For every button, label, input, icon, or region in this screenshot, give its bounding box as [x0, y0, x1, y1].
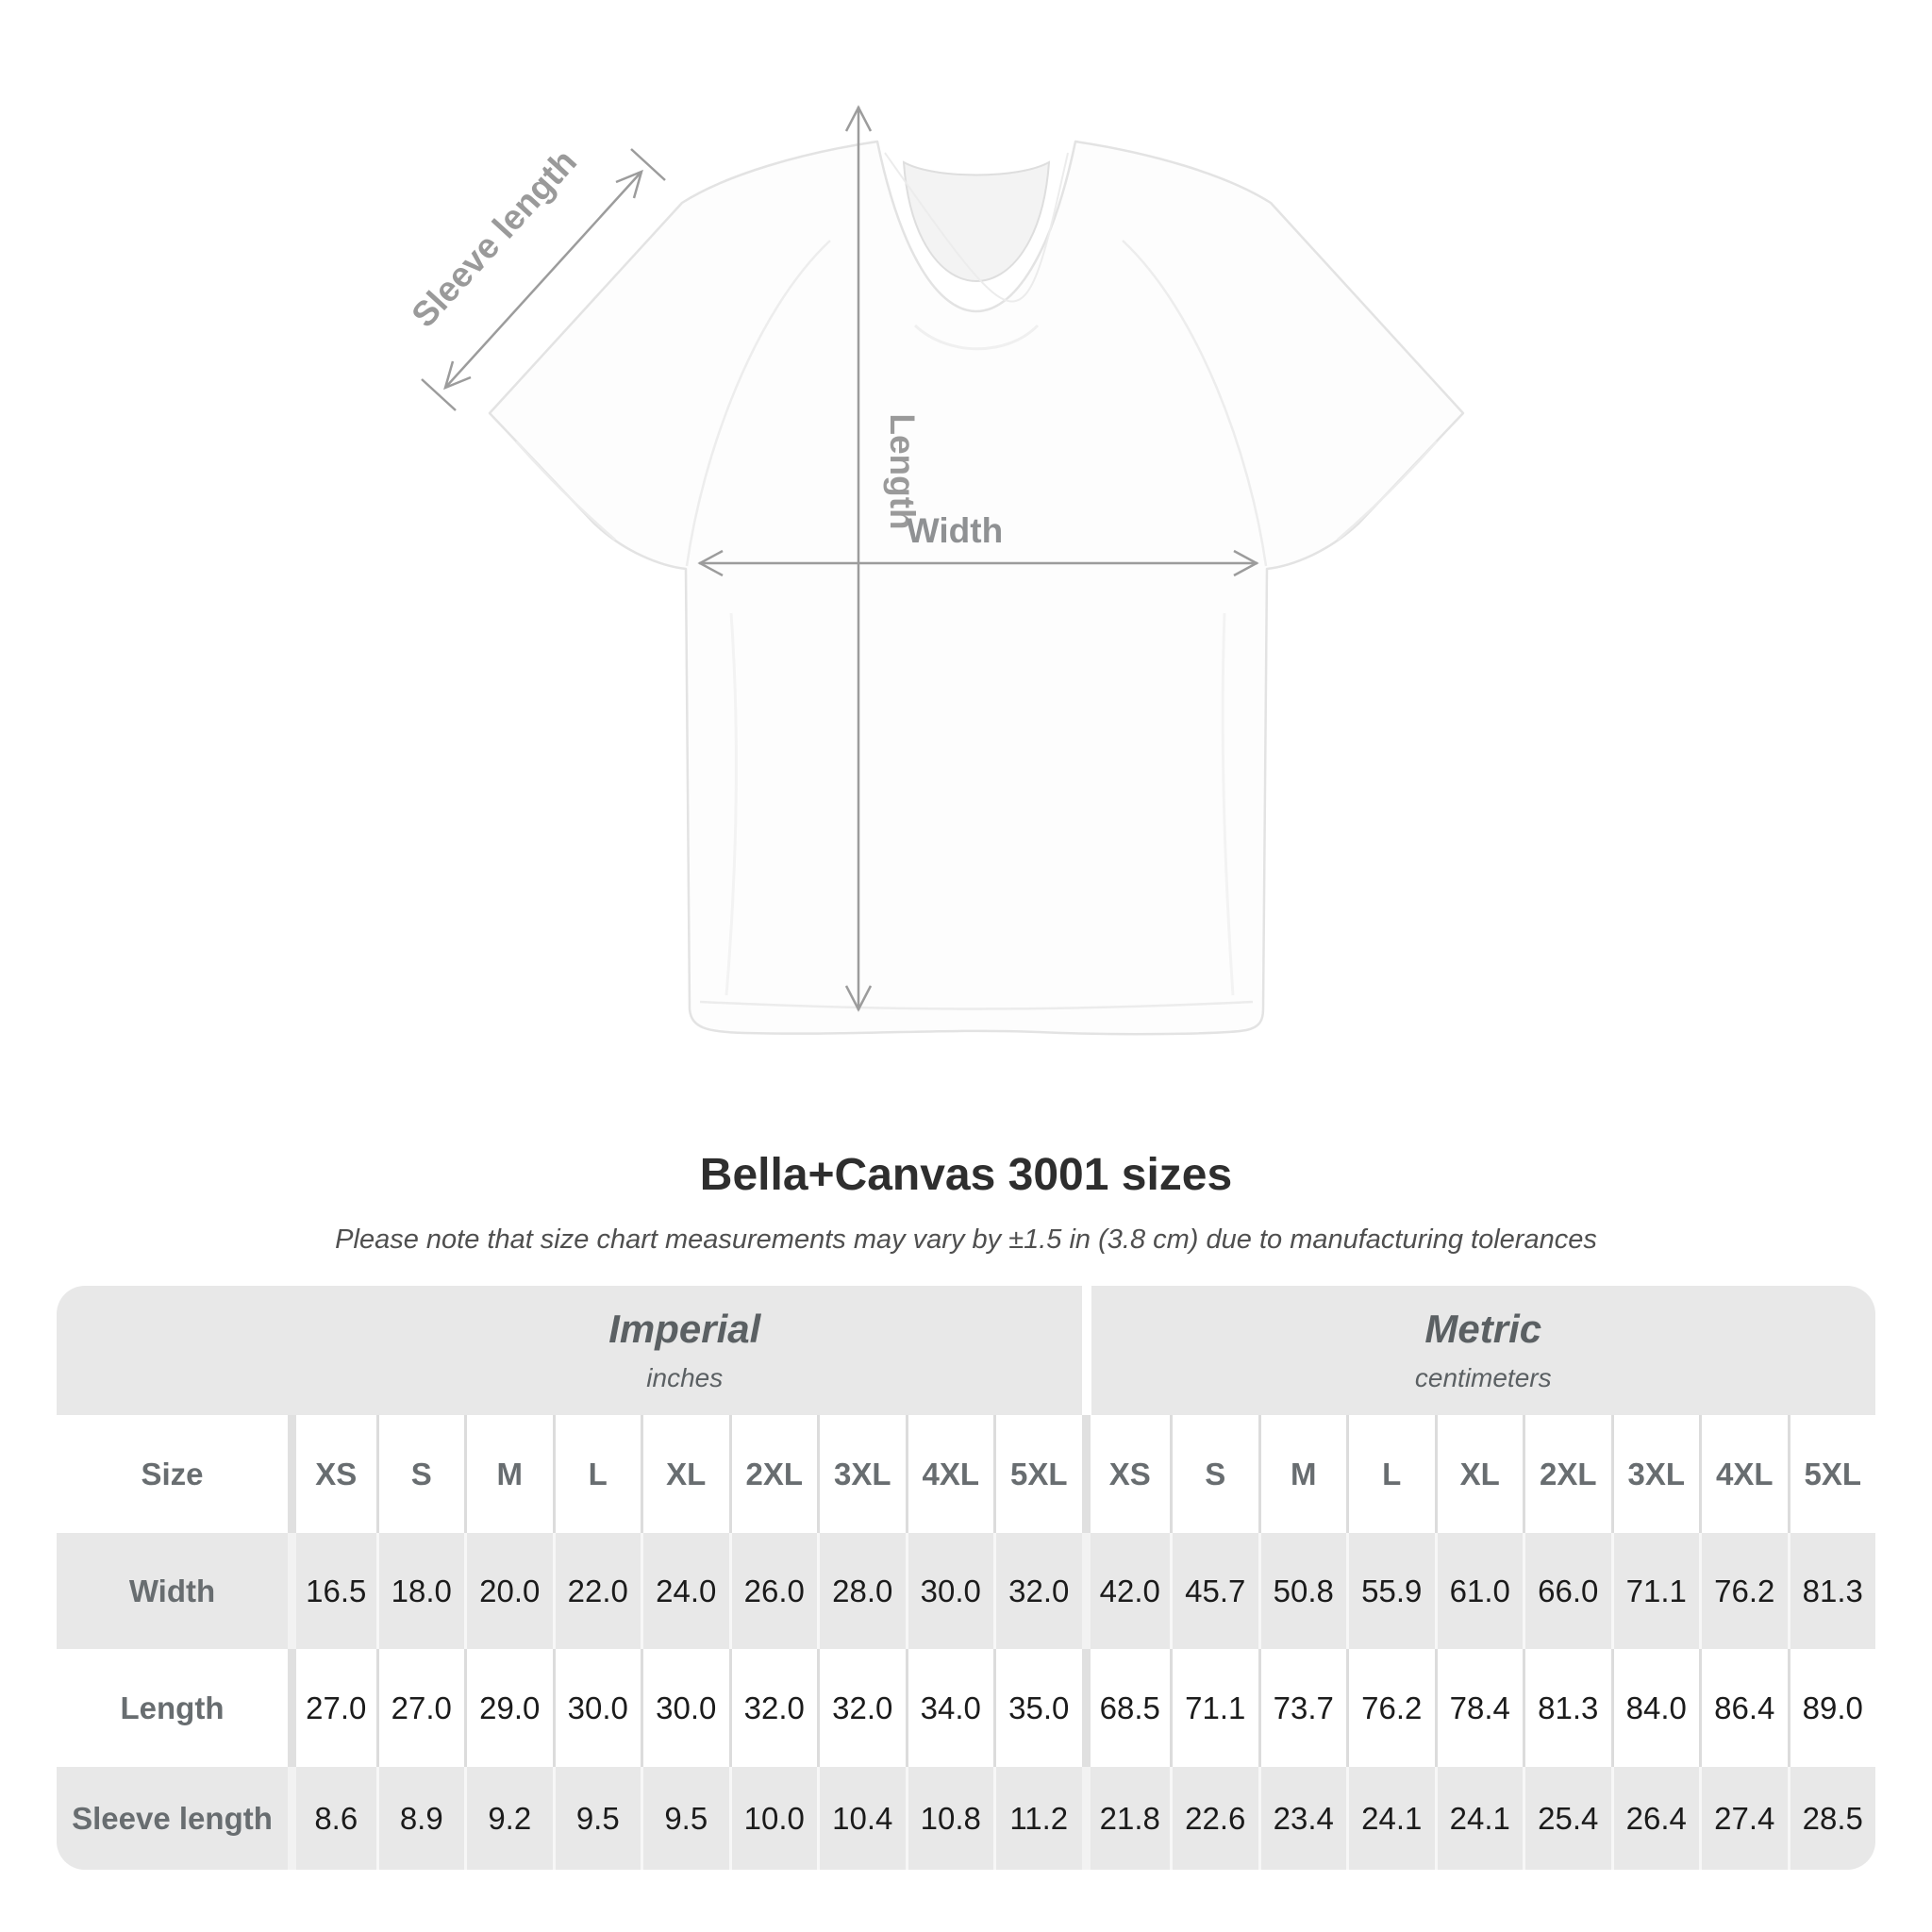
cell-sleeve-length-metric-xs: 21.8 [1082, 1767, 1171, 1870]
size-col-metric-5xl: 5XL [1788, 1415, 1876, 1533]
cell-sleeve-length-imperial-s: 8.9 [376, 1767, 465, 1870]
width-label: Width [906, 511, 1004, 550]
cell-width-metric-2xl: 66.0 [1523, 1533, 1611, 1649]
size-col-metric-4xl: 4XL [1699, 1415, 1788, 1533]
size-col-metric-xs: XS [1082, 1415, 1171, 1533]
size-col-imperial-xl: XL [641, 1415, 729, 1533]
metric-band [1082, 1286, 1876, 1415]
cell-width-metric-l: 55.9 [1346, 1533, 1435, 1649]
cell-sleeve-length-imperial-4xl: 10.8 [906, 1767, 994, 1870]
cell-length-metric-3xl: 84.0 [1611, 1649, 1700, 1767]
size-col-metric-m: M [1258, 1415, 1347, 1533]
cell-sleeve-length-metric-3xl: 26.4 [1611, 1767, 1700, 1870]
cell-sleeve-length-metric-s: 22.6 [1170, 1767, 1258, 1870]
imperial-band [288, 1286, 1082, 1415]
cell-width-imperial-xs: 16.5 [288, 1533, 376, 1649]
size-header-row [57, 1415, 1875, 1533]
cell-width-metric-4xl: 76.2 [1699, 1533, 1788, 1649]
row-label: Length [57, 1649, 288, 1767]
table-body [57, 1286, 1875, 1870]
cell-sleeve-length-metric-5xl: 28.5 [1788, 1767, 1876, 1870]
size-col-imperial-3xl: 3XL [817, 1415, 906, 1533]
cell-width-imperial-xl: 24.0 [641, 1533, 729, 1649]
cell-length-imperial-5xl: 35.0 [993, 1649, 1082, 1767]
cell-length-imperial-s: 27.0 [376, 1649, 465, 1767]
cell-sleeve-length-metric-4xl: 27.4 [1699, 1767, 1788, 1870]
size-col-metric-l: L [1346, 1415, 1435, 1533]
cell-width-imperial-l: 22.0 [553, 1533, 641, 1649]
cell-sleeve-length-metric-m: 23.4 [1258, 1767, 1347, 1870]
table-row-length [57, 1649, 1875, 1767]
band-corner [57, 1286, 288, 1415]
cell-width-imperial-4xl: 30.0 [906, 1533, 994, 1649]
size-col-metric-xl: XL [1435, 1415, 1524, 1533]
cell-length-imperial-m: 29.0 [464, 1649, 553, 1767]
size-col-imperial-5xl: 5XL [993, 1415, 1082, 1533]
cell-length-imperial-xl: 30.0 [641, 1649, 729, 1767]
cell-length-metric-5xl: 89.0 [1788, 1649, 1876, 1767]
size-col-imperial-l: L [553, 1415, 641, 1533]
cell-sleeve-length-imperial-xl: 9.5 [641, 1767, 729, 1870]
cell-length-metric-2xl: 81.3 [1523, 1649, 1611, 1767]
size-col-imperial-2xl: 2XL [729, 1415, 818, 1533]
cell-length-metric-m: 73.7 [1258, 1649, 1347, 1767]
cell-width-imperial-s: 18.0 [376, 1533, 465, 1649]
cell-width-imperial-5xl: 32.0 [993, 1533, 1082, 1649]
cell-sleeve-length-metric-2xl: 25.4 [1523, 1767, 1611, 1870]
size-col-imperial-s: S [376, 1415, 465, 1533]
tolerance-note: Please note that size chart measurements may vary by ±1.5 in (3.8 cm) due to manufacturing tolerances [335, 1224, 1597, 1255]
cell-width-imperial-2xl: 26.0 [729, 1533, 818, 1649]
tshirt-graphic [490, 142, 1463, 1034]
metric-label: Metric [1424, 1307, 1542, 1352]
cell-width-imperial-m: 20.0 [464, 1533, 553, 1649]
cell-length-metric-s: 71.1 [1170, 1649, 1258, 1767]
cell-sleeve-length-imperial-5xl: 11.2 [993, 1767, 1082, 1870]
table-row-width [57, 1533, 1875, 1649]
cell-width-metric-xl: 61.0 [1435, 1533, 1524, 1649]
cell-width-metric-m: 50.8 [1258, 1533, 1347, 1649]
size-column-header: Size [57, 1415, 288, 1533]
cell-width-metric-5xl: 81.3 [1788, 1533, 1876, 1649]
size-col-metric-s: S [1170, 1415, 1258, 1533]
cell-sleeve-length-imperial-3xl: 10.4 [817, 1767, 906, 1870]
size-col-imperial-xs: XS [288, 1415, 376, 1533]
row-label: Width [57, 1533, 288, 1649]
cell-length-imperial-3xl: 32.0 [817, 1649, 906, 1767]
cell-width-metric-3xl: 71.1 [1611, 1533, 1700, 1649]
size-col-imperial-m: M [464, 1415, 553, 1533]
cell-length-metric-xs: 68.5 [1082, 1649, 1171, 1767]
cell-width-imperial-3xl: 28.0 [817, 1533, 906, 1649]
unit-band-row [57, 1286, 1875, 1415]
imperial-label: Imperial [608, 1307, 761, 1352]
cell-length-imperial-4xl: 34.0 [906, 1649, 994, 1767]
cell-sleeve-length-imperial-l: 9.5 [553, 1767, 641, 1870]
table-row-sleeve-length [57, 1767, 1875, 1870]
page-title: Bella+Canvas 3001 sizes [699, 1150, 1233, 1200]
sleeve-length-label: Sleeve length [404, 142, 585, 335]
cell-width-metric-xs: 42.0 [1082, 1533, 1171, 1649]
cell-sleeve-length-imperial-m: 9.2 [464, 1767, 553, 1870]
length-label: Length [883, 413, 922, 530]
cell-length-imperial-xs: 27.0 [288, 1649, 376, 1767]
metric-sublabel: centimeters [1414, 1362, 1552, 1392]
imperial-sublabel: inches [646, 1362, 724, 1392]
cell-sleeve-length-imperial-2xl: 10.0 [729, 1767, 818, 1870]
cell-sleeve-length-metric-l: 24.1 [1346, 1767, 1435, 1870]
cell-length-imperial-2xl: 32.0 [729, 1649, 818, 1767]
cell-width-metric-s: 45.7 [1170, 1533, 1258, 1649]
size-col-imperial-4xl: 4XL [906, 1415, 994, 1533]
cell-length-metric-xl: 78.4 [1435, 1649, 1524, 1767]
cell-sleeve-length-imperial-xs: 8.6 [288, 1767, 376, 1870]
size-table [57, 1286, 1875, 1870]
size-col-metric-2xl: 2XL [1523, 1415, 1611, 1533]
cell-length-metric-4xl: 86.4 [1699, 1649, 1788, 1767]
row-label: Sleeve length [57, 1767, 288, 1870]
cell-length-imperial-l: 30.0 [553, 1649, 641, 1767]
cell-length-metric-l: 76.2 [1346, 1649, 1435, 1767]
cell-sleeve-length-metric-xl: 24.1 [1435, 1767, 1524, 1870]
size-col-metric-3xl: 3XL [1611, 1415, 1700, 1533]
